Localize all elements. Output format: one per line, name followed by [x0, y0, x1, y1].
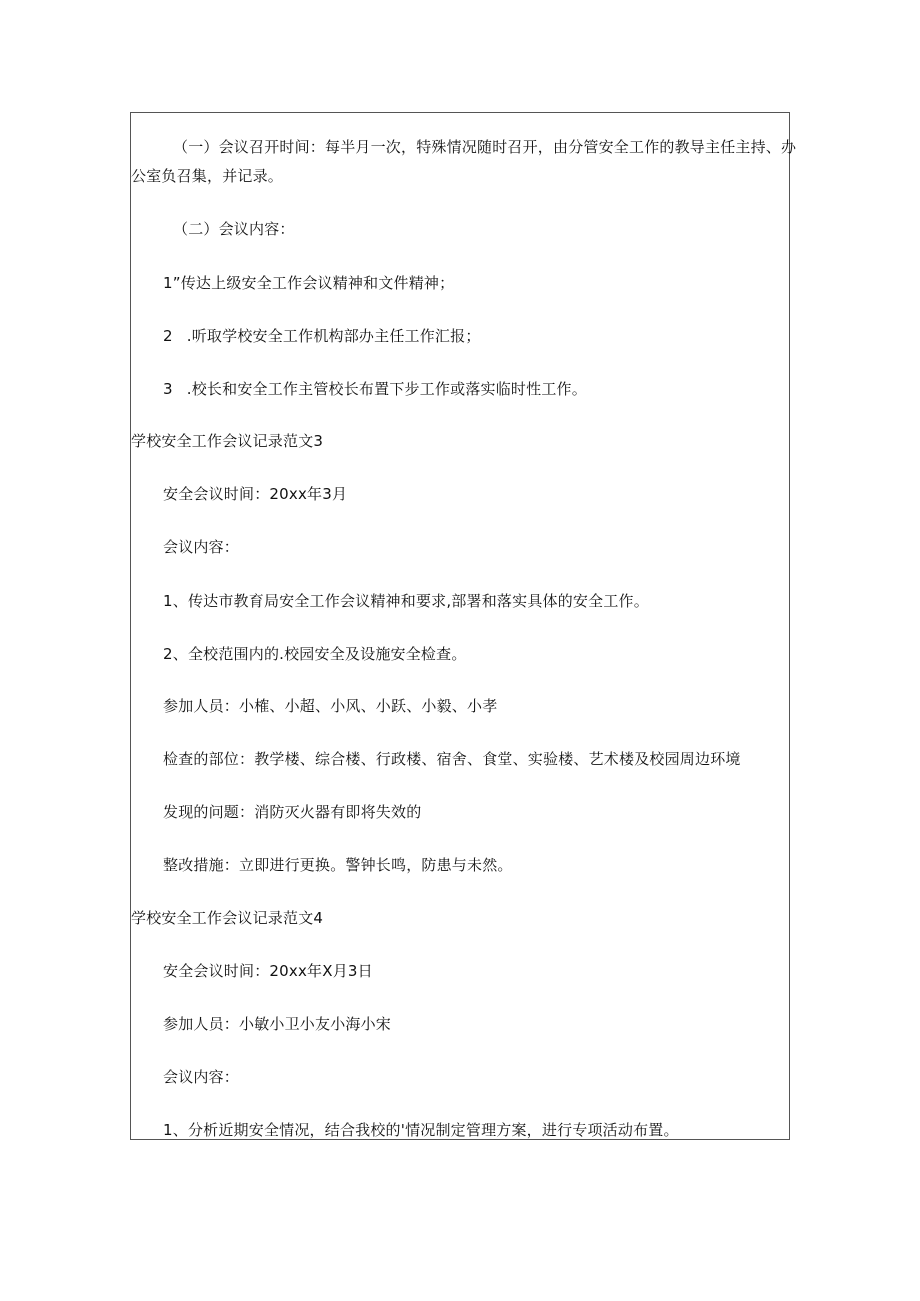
list-item-2 [163, 326, 481, 346]
section-3-participants: 参加人员：小榷、小超、小风、小跃、小毅、小孝 [163, 697, 498, 715]
list-item-2-number: 2 [163, 327, 173, 345]
section-3-inspection-areas: 检查的部位：教学楼、综合楼、行政楼、宿舍、食堂、实验楼、艺术楼及校园周边环境 [163, 750, 741, 768]
meeting-time-paragraph-cont: 公室负召集，并记录。 [131, 167, 284, 185]
section-title-3: 学校安全工作会议记录范文3 [131, 432, 324, 450]
list-item-1: 1”传达上级安全工作会议精神和文件精神； [163, 274, 455, 292]
section-3-meeting-content-label: 会议内容： [163, 538, 240, 556]
section-3-item-2: 2、全校范围内的.校园安全及设施安全检查。 [163, 645, 467, 663]
section-3-item-1: 1、传达市教育局安全工作会议精神和要求,部署和落实具体的安全工作。 [163, 592, 649, 610]
section-3-meeting-time: 安全会议时间：20xx年3月 [163, 485, 348, 503]
section-4-meeting-time: 安全会议时间：20xx年X月3日 [163, 962, 373, 980]
section-title-4: 学校安全工作会议记录范文4 [131, 909, 324, 927]
section-4-meeting-content-label: 会议内容： [163, 1068, 240, 1086]
list-item-2-text: .听取学校安全工作机构部办主任工作汇报； [186, 327, 481, 345]
section-3-rectification: 整改措施：立即进行更换。警钟长鸣，防患与未然。 [163, 856, 513, 874]
meeting-content-heading: （二）会议内容： [173, 220, 295, 238]
list-item-3-text: .校长和安全工作主管校长布置下步工作或落实临时性工作。 [186, 380, 587, 398]
section-4-item-1: 1、分析近期安全情况，结合我校的'情况制定管理方案，进行专项活动布置。 [163, 1121, 679, 1139]
section-4-participants: 参加人员：小敏小卫小友小海小宋 [163, 1015, 392, 1033]
document-frame [130, 112, 790, 1140]
list-item-3-number: 3 [163, 380, 173, 398]
section-3-issues-found: 发现的问题：消防灭火器有即将失效的 [163, 803, 422, 821]
list-item-3 [163, 379, 587, 399]
meeting-time-paragraph: （一）会议召开时间：每半月一次，特殊情况随时召开，由分管安全工作的教导主任主持、办 [173, 138, 797, 156]
